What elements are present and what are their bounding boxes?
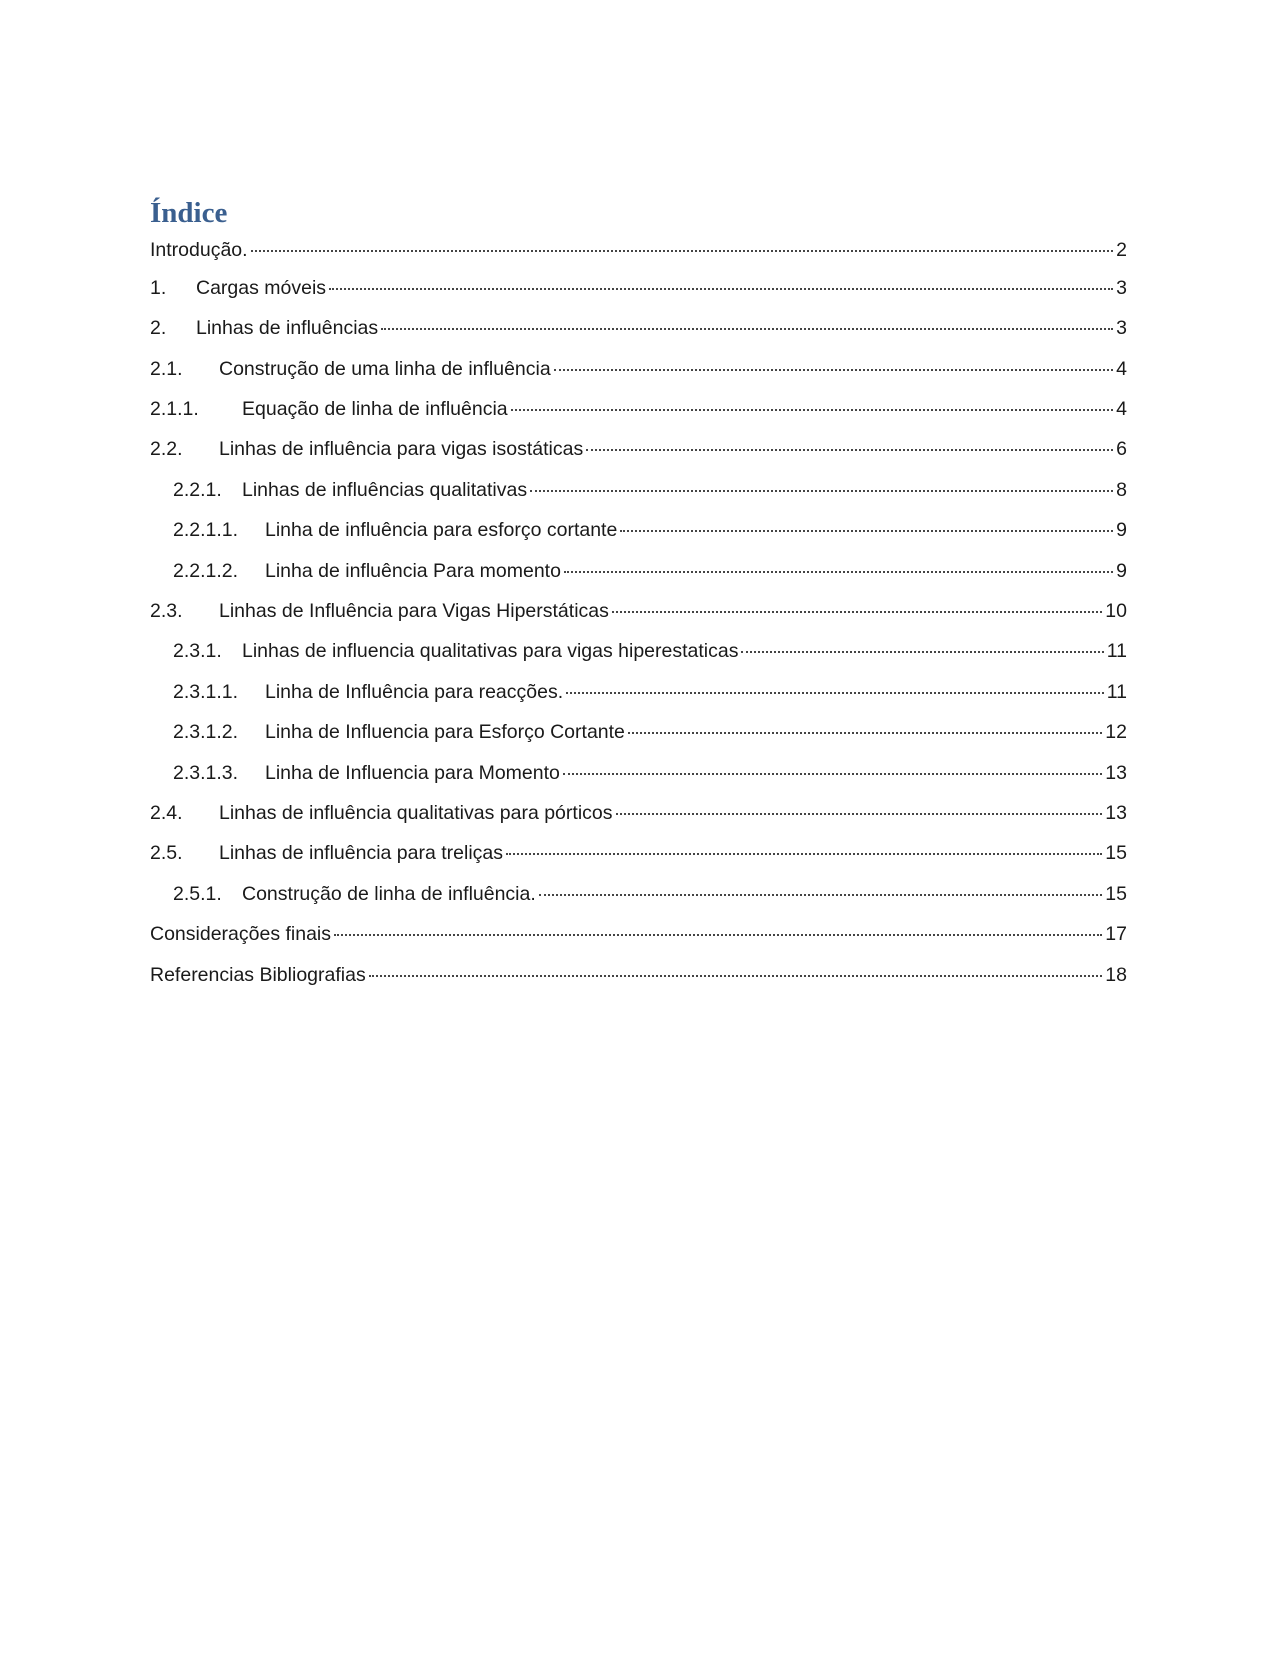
toc-entry-2-1-1[interactable] — [150, 389, 1127, 429]
toc-entry-page: 3 — [1116, 317, 1127, 340]
toc-entry-page: 3 — [1116, 276, 1127, 299]
toc-entry-label: Linhas de Influência para Vigas Hiperstáticas — [219, 600, 609, 623]
toc-entry-page: 6 — [1116, 438, 1127, 461]
toc-dot-leader — [741, 650, 1103, 653]
toc-entry-page: 15 — [1105, 842, 1127, 865]
toc-entry-page: 12 — [1105, 721, 1127, 744]
toc-entry-page: 9 — [1116, 519, 1127, 542]
toc-entry-2-3-1-1[interactable] — [150, 672, 1127, 712]
toc-dot-leader — [628, 731, 1102, 734]
toc-entry-page: 4 — [1116, 398, 1127, 421]
toc-entry-2-3[interactable] — [150, 591, 1127, 631]
toc-title: Índice — [150, 197, 228, 229]
toc-dot-leader — [334, 933, 1102, 936]
toc-entry-2-2-1[interactable] — [150, 470, 1127, 510]
toc-entry-label: Linhas de influências — [196, 317, 379, 340]
toc-entry-page: 17 — [1105, 923, 1127, 946]
toc-entry-label: Considerações finais — [150, 923, 332, 946]
toc-entry-consideracoes-finais[interactable] — [150, 914, 1127, 954]
toc-entry-page: 15 — [1105, 882, 1127, 905]
toc-dot-leader — [530, 489, 1113, 492]
toc-entry-number: 2.3.1.2. — [173, 721, 239, 744]
toc-entry-page: 18 — [1105, 963, 1127, 986]
toc-entry-label: Introdução. — [150, 238, 248, 261]
toc-entry-number: 2.4. — [150, 801, 183, 824]
toc-entry-label: Linhas de influencia qualitativas para vigas hiperestaticas — [242, 640, 739, 663]
toc-entry-page: 10 — [1105, 600, 1127, 623]
toc-entry-page: 13 — [1105, 761, 1127, 784]
toc-entry-2-4[interactable] — [150, 793, 1127, 833]
toc-dot-leader — [329, 287, 1113, 290]
toc-entry-label: Linha de Influência para reacções. — [265, 680, 564, 703]
toc-entry-label: Linha de influência para esforço cortante — [265, 519, 618, 542]
toc-entry-number: 2.2. — [150, 438, 183, 461]
toc-dot-leader — [381, 327, 1113, 330]
toc-list — [150, 232, 1127, 995]
toc-entry-2-3-1-3[interactable] — [150, 753, 1127, 793]
toc-entry-label: Linha de Influencia para Momento — [265, 761, 560, 784]
toc-entry-number: 2.5. — [150, 842, 183, 865]
toc-entry-number: 2.2.1. — [173, 478, 222, 501]
toc-entry-label: Referencias Bibliografias — [150, 963, 366, 986]
toc-entry-label: Equação de linha de influência — [242, 398, 508, 421]
toc-entry-number: 2. — [150, 317, 167, 340]
toc-entry-number: 2.1. — [150, 357, 183, 380]
toc-entry-2-2-1-1[interactable] — [150, 510, 1127, 550]
toc-entry-page: 9 — [1116, 559, 1127, 582]
toc-entry-2-3-1[interactable] — [150, 631, 1127, 671]
toc-dot-leader — [369, 974, 1103, 977]
toc-entry-number: 2.3. — [150, 600, 183, 623]
toc-entry-label: Linhas de influências qualitativas — [242, 478, 528, 501]
toc-dot-leader — [563, 772, 1102, 775]
toc-entry-introducao[interactable] — [150, 232, 1127, 268]
toc-entry-label: Construção de linha de influência. — [242, 882, 536, 905]
toc-dot-leader — [566, 691, 1104, 694]
toc-entry-label: Linha de Influencia para Esforço Cortante — [265, 721, 625, 744]
toc-entry-label: Linhas de influência para vigas isostáticas — [219, 438, 584, 461]
table-of-contents — [150, 198, 1127, 995]
toc-entry-label: Cargas móveis — [196, 276, 327, 299]
toc-entry-2-5[interactable] — [150, 833, 1127, 873]
toc-entry-2-3-1-2[interactable] — [150, 712, 1127, 752]
toc-dot-leader — [539, 893, 1103, 896]
toc-entry-1[interactable] — [150, 268, 1127, 308]
toc-entry-number: 2.3.1. — [173, 640, 222, 663]
toc-dot-leader — [506, 852, 1102, 855]
toc-entry-2[interactable] — [150, 308, 1127, 348]
toc-dot-leader — [616, 812, 1103, 815]
toc-entry-2-2[interactable] — [150, 429, 1127, 469]
toc-entry-page: 11 — [1106, 640, 1127, 663]
toc-entry-page: 2 — [1116, 238, 1127, 261]
toc-entry-label: Linhas de influência qualitativas para pórticos — [219, 801, 613, 824]
toc-entry-2-1[interactable] — [150, 349, 1127, 389]
toc-dot-leader — [511, 408, 1114, 411]
toc-entry-page: 8 — [1116, 478, 1127, 501]
toc-dot-leader — [554, 368, 1113, 371]
toc-dot-leader — [612, 610, 1102, 613]
toc-entry-2-5-1[interactable] — [150, 874, 1127, 914]
toc-entry-referencias[interactable] — [150, 955, 1127, 995]
toc-entry-number: 2.2.1.2. — [173, 559, 239, 582]
toc-dot-leader — [586, 448, 1113, 451]
toc-dot-leader — [564, 570, 1113, 573]
toc-entry-label: Linhas de influência para treliças — [219, 842, 504, 865]
toc-entry-label: Linha de influência Para momento — [265, 559, 561, 582]
toc-entry-number: 2.1.1. — [150, 398, 199, 421]
toc-entry-2-2-1-2[interactable] — [150, 551, 1127, 591]
toc-entry-page: 4 — [1116, 357, 1127, 380]
toc-entry-number: 2.3.1.1. — [173, 680, 239, 703]
toc-entry-label: Construção de uma linha de influência — [219, 357, 551, 380]
toc-dot-leader — [251, 249, 1114, 252]
toc-entry-page: 13 — [1105, 801, 1127, 824]
toc-entry-number: 2.5.1. — [173, 882, 222, 905]
toc-entry-page: 11 — [1106, 680, 1127, 703]
toc-entry-number: 1. — [150, 276, 167, 299]
toc-entry-number: 2.3.1.3. — [173, 761, 239, 784]
toc-dot-leader — [620, 529, 1113, 532]
toc-entry-number: 2.2.1.1. — [173, 519, 239, 542]
